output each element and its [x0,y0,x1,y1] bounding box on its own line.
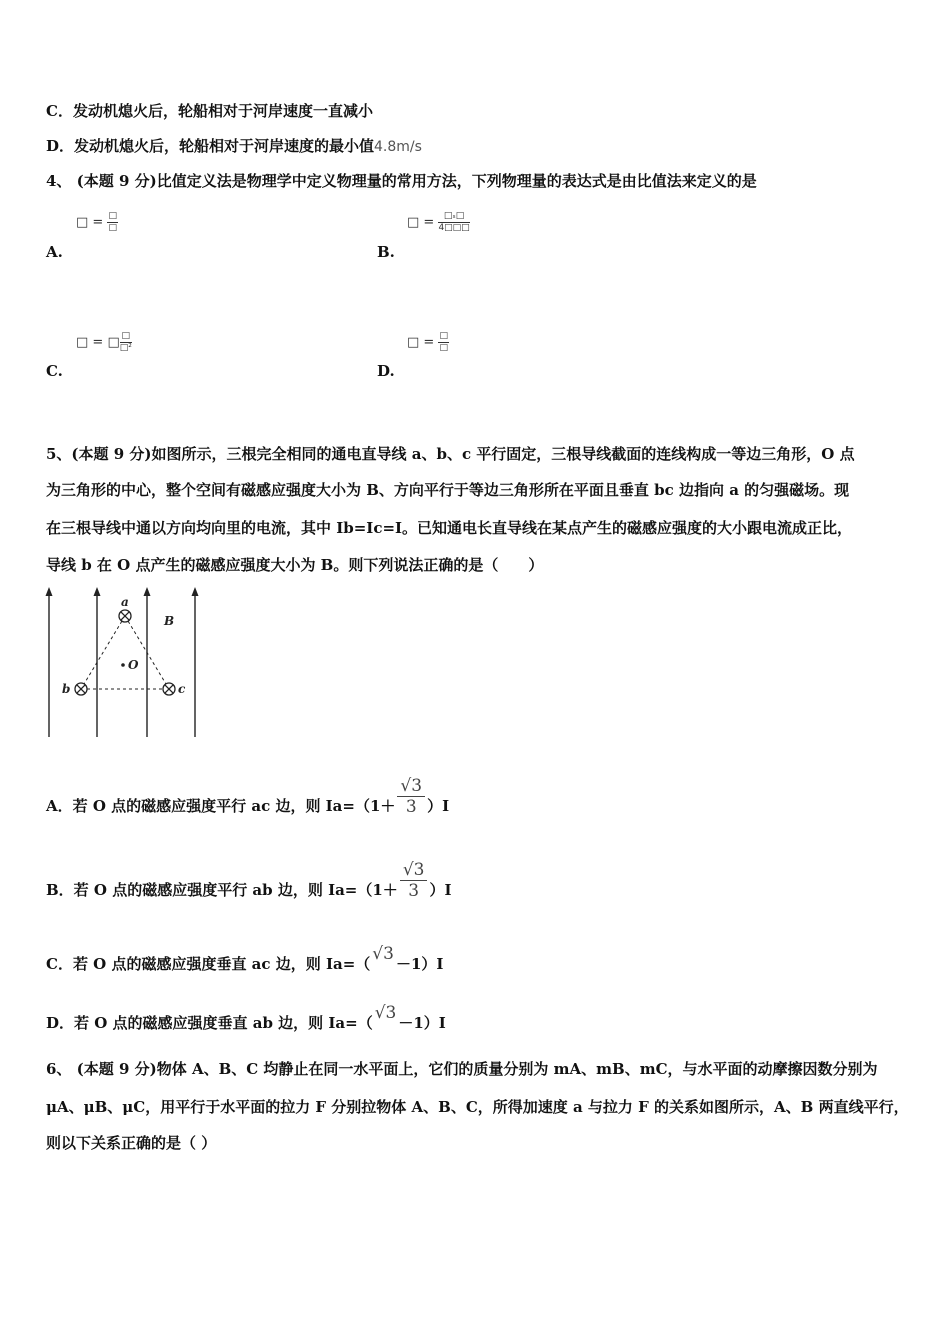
q4-formula-a: □ = $\frac{□}{□}$ [76,211,117,233]
field-arrow-2-icon [94,587,101,596]
q5-magnetic-field-figure [40,585,210,743]
q4-formula-c: □ = □ $\frac{□}{\text{□²}}$ [76,331,132,353]
q5-option-b [46,859,452,901]
q6-stem-line-3: 则以下关系正确的是（ ） [46,1134,217,1152]
label-field-b: B [164,614,175,628]
wire-c-into-page-icon [163,683,175,695]
q4-stem: 4、 (本题 9 分)比值定义法是物理学中定义物理量的常用方法，下列物理量的表达式是由比值法来定义的是 [46,172,757,190]
q4-label-c: C. [46,362,63,380]
q4-label-d: D. [377,362,395,380]
q6-stem-line-2: μA、μB、μC，用平行于水平面的拉力 F 分别拉物体 A、B、C，所得加速度 a 与拉力 F 的关系如图所示，A、B 两直线平行， [46,1098,909,1116]
q5-option-d-post: －1）I [398,1014,446,1032]
center-point-o [121,663,125,667]
label-c: c [178,682,186,696]
q5-option-d-root: √3 [374,1003,397,1023]
q4-label-a: A. [46,243,63,261]
wire-b-into-page-icon [75,683,87,695]
q5-option-d [46,1003,446,1033]
q5-option-d-pre: D．若 O 点的磁感应强度垂直 ab 边，则 Ia=（ [46,1014,373,1032]
wire-a-into-page-icon [119,610,131,622]
q5-option-c-pre: C．若 O 点的磁感应强度垂直 ac 边，则 Ia=（ [46,955,371,973]
q5-option-a-pre: A．若 O 点的磁感应强度平行 ac 边，则 Ia=（1＋ [46,797,396,815]
triangle-side-ab [81,616,125,689]
q5-option-c [46,944,444,974]
q4-formula-d: □ = $\frac{□}{□}$ [407,331,448,353]
q5-option-c-root: √3 [372,944,394,964]
q5-option-b-pre: B．若 O 点的磁感应强度平行 ab 边，则 Ia=（1＋ [46,881,398,899]
q5-stem-line-2: 为三角形的中心，整个空间有磁感应强度大小为 B、方向平行于等边三角形所在平面且垂直 bc 边指向 a 的匀强磁场。现 [46,481,850,499]
q5-option-b-post: ）I [429,881,452,899]
q4-formula-b: □ = $\frac{\text{□ₛ□}}{4□□□}$ [407,211,470,233]
q4-label-b: B. [377,243,395,261]
label-b: b [62,682,71,696]
q3-option-d-text: D．发动机熄火后，轮船相对于河岸速度的最小值 [46,137,375,155]
label-a: a [121,595,129,609]
field-arrow-3-icon [144,587,151,596]
q5-stem-line-3: 在三根导线中通以方向均向里的电流，其中 Ib=Ic=I。已知通电长直导线在某点产生的磁感应强度的大小跟电流成正比， [46,519,853,537]
q5-option-a [46,775,450,817]
q5-option-a-fraction: $\frac{√3}{3}$ [397,776,425,817]
q3-option-d [46,136,422,157]
q3-option-d-value: 4.8m/s [374,139,422,155]
q5-stem-line-1: 5、(本题 9 分)如图所示，三根完全相同的通电直导线 a、b、c 平行固定，三根导线截面的连线构成一等边三角形，O 点 [46,445,855,463]
q3-option-c: C．发动机熄火后，轮船相对于河岸速度一直减小 [46,102,373,120]
q6-stem-line-1: 6、 (本题 9 分)物体 A、B、C 均静止在同一水平面上，它们的质量分别为 mA、mB、mC，与水平面的动摩擦因数分别为 [46,1060,878,1078]
label-o: O [128,658,139,672]
field-arrow-4-icon [192,587,199,596]
q5-option-c-post: －1）I [395,955,444,973]
q5-option-b-fraction: $\frac{√3}{3}$ [400,860,428,901]
field-arrow-1-icon [46,587,53,596]
q5-option-a-post: ）I [427,797,450,815]
q5-stem-line-4: 导线 b 在 O 点产生的磁感应强度大小为 B。则下列说法正确的是（ ） [46,556,544,574]
